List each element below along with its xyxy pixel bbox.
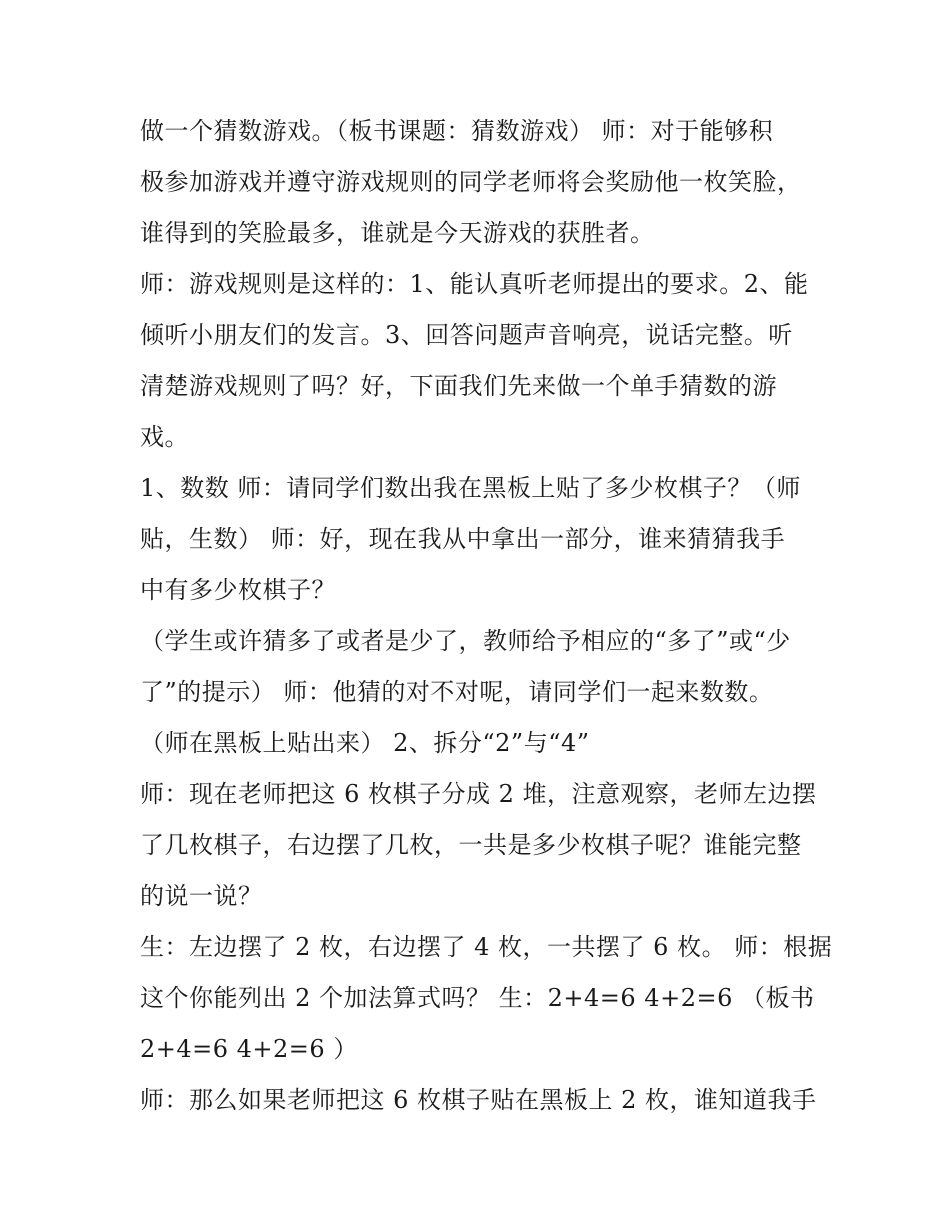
text-line: 极参加游戏并遵守游戏规则的同学老师将会奖励他一枚笑脸， [140,168,802,196]
text-line: 的说一说？ [140,882,263,910]
text-line: （学生或许猜多了或者是少了，教师给予相应的“多了”或“少 [140,627,791,655]
text-line: 清楚游戏规则了吗？好，下面我们先来做一个单手猜数的游 [140,372,777,400]
text-line: 1、数数 师：请同学们数出我在黑板上贴了多少枚棋子？（师 [140,474,801,502]
text-line: 师：那么如果老师把这 6 枚棋子贴在黑板上 2 枚，谁知道我手 [140,1086,817,1114]
text-line: 贴，生数） 师：好，现在我从中拿出一部分，谁来猜猜我手 [140,525,786,553]
text-line: （师在黑板上贴出来） 2、拆分“2”与“4” [140,729,590,757]
text-line: 倾听小朋友们的发言。3、回答问题声音响亮，说话完整。听 [140,321,793,349]
text-line: 2+4=6 4+2=6 ） [140,1035,358,1063]
text-line: 师：现在老师把这 6 枚棋子分成 2 堆，注意观察，老师左边摆 [140,780,817,808]
text-line: 生：左边摆了 2 枚，右边摆了 4 枚，一共摆了 6 枚。 师：根据 [140,933,833,961]
text-line: 了几枚棋子，右边摆了几枚，一共是多少枚棋子呢？谁能完整 [140,831,802,859]
text-line: 中有多少枚棋子？ [140,576,336,604]
text-line: 了”的提示） 师：他猜的对不对呢，请同学们一起来数数。 [140,678,774,706]
text-line: 谁得到的笑脸最多，谁就是今天游戏的获胜者。 [140,219,655,247]
text-line: 这个你能列出 2 个加法算式吗？ 生：2+4=6 4+2=6 （板书 [140,984,815,1012]
text-line: 师：游戏规则是这样的：1、能认真听老师提出的要求。2、能 [140,270,809,298]
text-line: 做一个猜数游戏。（板书课题：猜数游戏） 师：对于能够积 [140,117,774,145]
text-line: 戏。 [140,423,189,451]
document-body [140,106,833,1126]
